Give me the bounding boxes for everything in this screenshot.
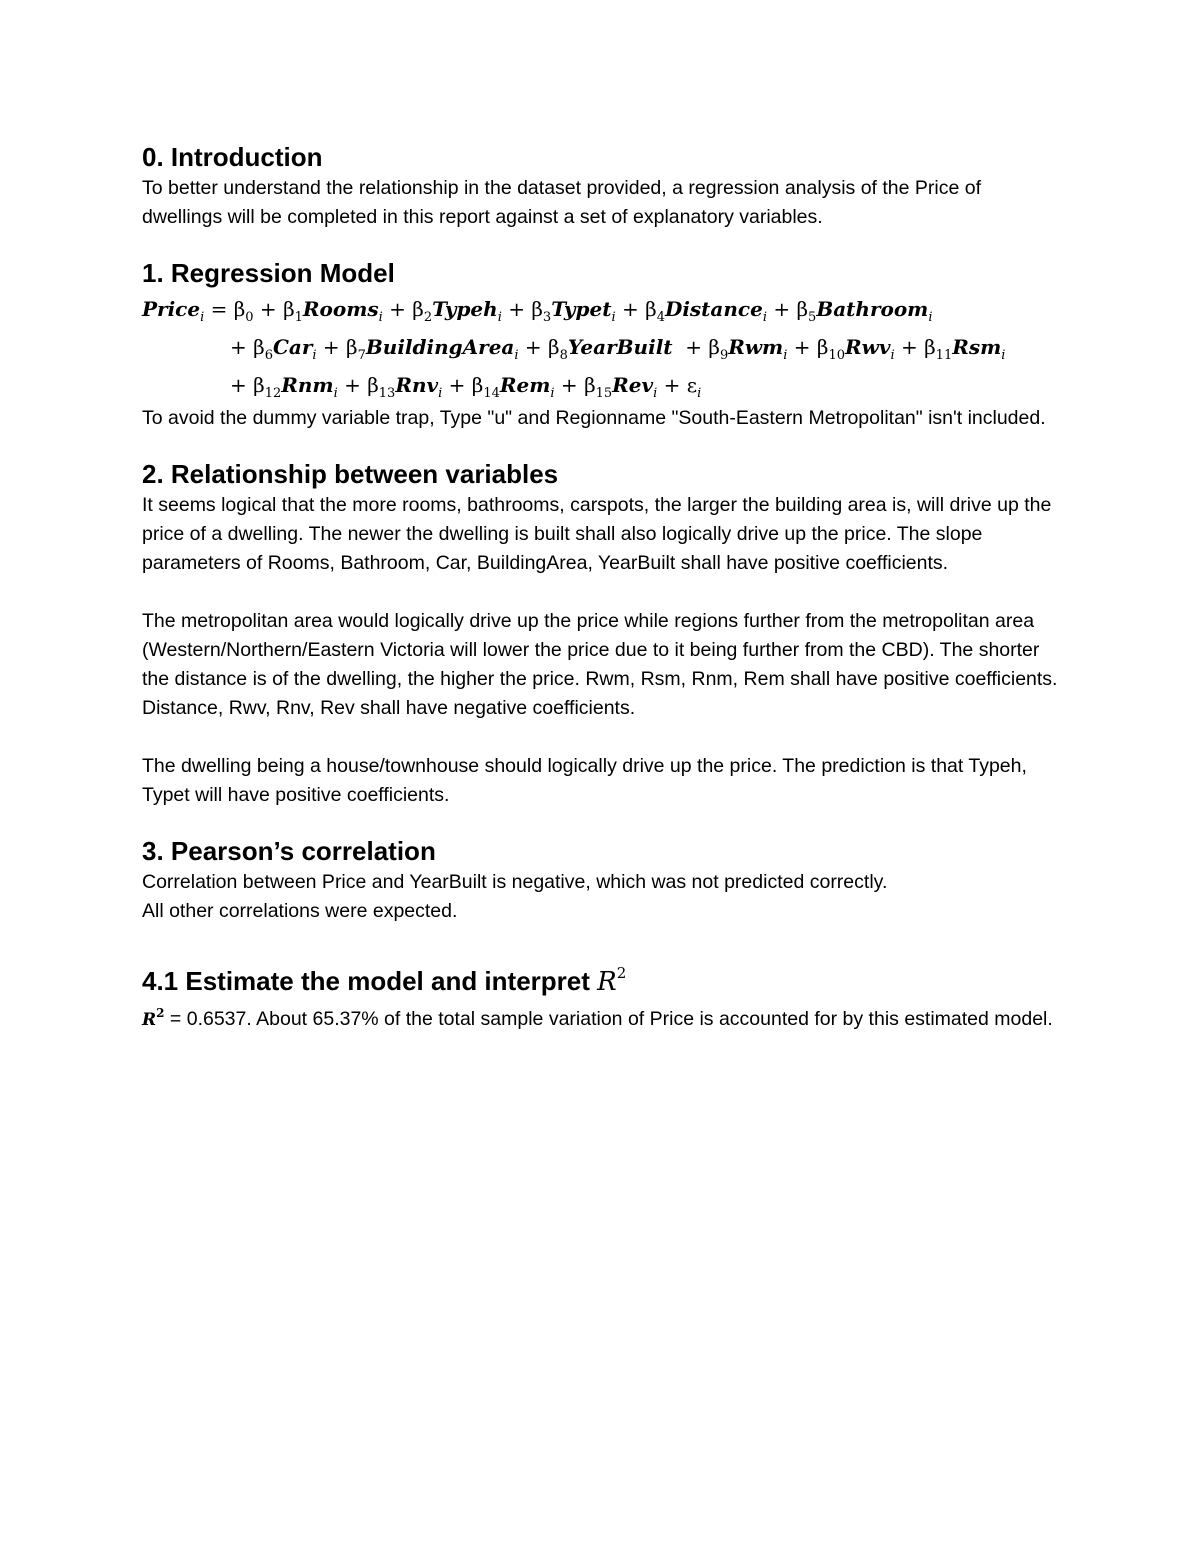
- section-heading-estimate: [142, 964, 1062, 999]
- equation-operator: =: [204, 297, 234, 321]
- equation-coefficient: $\beta_9$: [708, 335, 729, 363]
- equation-variable: Distance$_i$: [664, 297, 767, 325]
- r-squared-inline: [142, 1006, 165, 1030]
- equation-operator: +: [316, 335, 347, 359]
- r-symbol: R: [597, 967, 617, 997]
- equation-variable: Rnv$_i$: [395, 373, 443, 401]
- equation-coefficient: $\beta_5$: [796, 297, 817, 325]
- r-squared-symbol: [597, 964, 627, 997]
- equation-variable: Rnm$_i$: [281, 373, 338, 401]
- equation-coefficient: $\beta_{10}$: [816, 335, 845, 363]
- equation-operator: +: [501, 297, 532, 321]
- document-content: [142, 140, 1062, 1035]
- relationship-paragraph-3: The dwelling being a house/townhouse should logically drive up the price. The prediction is that Typeh, Typet will have positive coefficients.: [142, 755, 1027, 806]
- equation-coefficient: $\beta_1$: [283, 297, 303, 325]
- equation-operator: +: [230, 373, 254, 397]
- estimate-paragraph: [142, 1005, 1062, 1035]
- equation-coefficient: $\beta_7$: [346, 335, 366, 363]
- equation-variable: Typeh$_i$: [432, 297, 502, 325]
- equation-coefficient: $\beta_6$: [253, 335, 273, 363]
- equation-line-3: [142, 366, 1062, 404]
- equation-coefficient: $\beta_4$: [645, 297, 665, 325]
- introduction-paragraph: To better understand the relationship in the dataset provided, a regression analysis of the Price of dwellings will be completed in this report against a set of explanatory variables.: [142, 177, 982, 228]
- equation-operator: +: [894, 335, 925, 359]
- equation-variable: Rem$_i$: [499, 373, 555, 401]
- equation-operator: +: [442, 373, 472, 397]
- pearson-line-2: All other correlations were expected.: [142, 900, 458, 922]
- equation-operator: +: [382, 297, 413, 321]
- equation-coefficient: $\beta_3$: [531, 297, 552, 325]
- regression-equation: [142, 290, 1062, 404]
- equation-variable: Rwv$_i$: [844, 335, 895, 363]
- equation-operator: +: [787, 335, 817, 359]
- equation-operator: +: [657, 373, 687, 397]
- equation-operator: +: [253, 297, 284, 321]
- equation-operator: +: [615, 297, 646, 321]
- equation-variable: BuildingArea$_i$: [365, 335, 519, 363]
- equation-coefficient: $\beta_{14}$: [471, 373, 500, 401]
- equation-operator: +: [518, 335, 549, 359]
- section-heading-introduction: 0. Introduction: [142, 142, 323, 172]
- equation-operator: +: [672, 335, 709, 359]
- r-exponent: 2: [616, 964, 627, 982]
- pearson-line-1: Correlation between Price and YearBuilt is negative, which was not predicted correctly.: [142, 871, 888, 893]
- equation-variable: Typet$_i$: [551, 297, 616, 325]
- equation-variable: Car$_i$: [272, 335, 317, 363]
- r-symbol-inline: R: [142, 1010, 157, 1030]
- equation-variable: Price$_i$: [142, 297, 205, 325]
- equation-error-term: $\varepsilon_i$: [686, 373, 702, 401]
- relationship-paragraph-2: The metropolitan area would logically drive up the price while regions further from the metropolitan area (Western/Northern/Eastern Victoria will lower the price due to it being further from the CBD). The shorter the distance is of the dwelling, the higher the price. Rwm, Rsm, Rnm, Rem shall have positive coefficients. Distance, Rwv, Rnv, Rev shall have negative coefficients.: [142, 610, 1058, 719]
- equation-coefficient: $\beta_0$: [233, 297, 254, 325]
- equation-operator: +: [230, 335, 254, 359]
- equation-coefficient: $\beta_{12}$: [253, 373, 282, 401]
- section-heading-relationship: 2. Relationship between variables: [142, 459, 559, 489]
- equation-operator: +: [554, 373, 585, 397]
- equation-variable: Rsm$_i$: [952, 335, 1006, 363]
- relationship-paragraph-1: It seems logical that the more rooms, bathrooms, carspots, the larger the building area is, will drive up the price of a dwelling. The newer the dwelling is built shall also logically drive up the price. The slope parameters of Rooms, Bathroom, Car, BuildingArea, YearBuilt shall have positive coefficients.: [142, 494, 1052, 574]
- equation-line-1: [142, 290, 1062, 328]
- equation-coefficient: $\beta_{11}$: [924, 335, 953, 363]
- equation-variable: YearBuilt: [567, 335, 673, 359]
- section-heading-pearson: 3. Pearson’s correlation: [142, 836, 436, 866]
- equation-variable: Bathroom$_i$: [816, 297, 933, 325]
- equation-coefficient: $\beta_{13}$: [367, 373, 396, 401]
- equation-coefficient: $\beta_2$: [412, 297, 433, 325]
- r-exponent-inline: 2: [156, 1006, 165, 1020]
- equation-coefficient: $\beta_{15}$: [584, 373, 613, 401]
- equation-coefficient: $\beta_8$: [548, 335, 568, 363]
- equation-variable: Rooms$_i$: [302, 297, 383, 325]
- estimate-heading-text: 4.1 Estimate the model and interpret: [142, 966, 598, 996]
- equation-line-2: [142, 328, 1062, 366]
- equation-variable: Rev$_i$: [612, 373, 658, 401]
- estimate-body: = 0.6537. About 65.37% of the total sample variation of Price is accounted for by this estimated model.: [164, 1008, 1053, 1030]
- dummy-variable-note: To avoid the dummy variable trap, Type "u" and Regionname "South-Eastern Metropolitan" isn't included.: [142, 407, 1046, 429]
- equation-variable: Rwm$_i$: [728, 335, 788, 363]
- equation-operator: +: [337, 373, 368, 397]
- equation-operator: +: [766, 297, 797, 321]
- section-heading-regression-model: 1. Regression Model: [142, 258, 395, 288]
